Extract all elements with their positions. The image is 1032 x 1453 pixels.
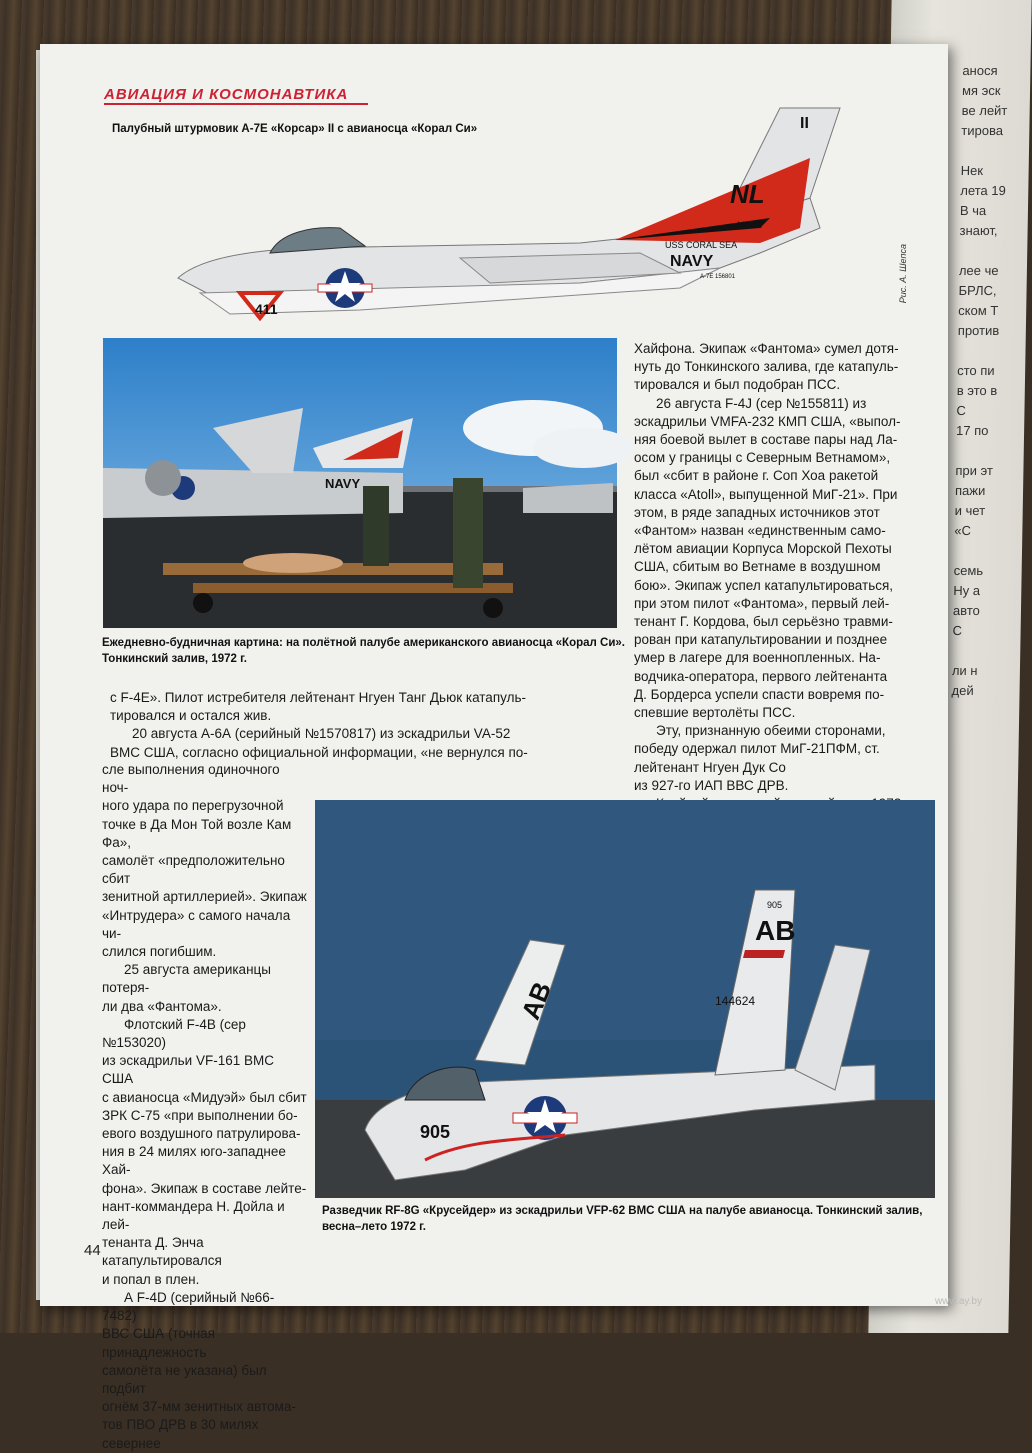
text-line: умер в лагере для военнопленных. На- [634,650,881,666]
facing-page-line: С [956,403,966,418]
facing-page-line: С [952,623,963,638]
photo1-caption-line2: Тонкинский залив, 1972 г. [102,653,247,665]
text-line: огнём 37-мм зенитных автома- [102,1399,296,1415]
text-line: 26 августа F-4J (сер №155811) из [656,395,867,411]
right-column-text [634,340,934,868]
text-line: ного удара по перегрузочной [102,798,284,814]
text-line: точке в Да Мон Той возле Кам Фа», [102,816,292,850]
facing-page-line: сто пи [957,363,995,378]
left-top-text [110,689,540,762]
text-line: при этом пилот «Фантома», первый лей- [634,595,890,611]
text-line: тировался и остался жив. [110,708,272,724]
facing-page-line: ли н [951,663,978,678]
facing-page-line: БРЛС, [958,283,997,298]
text-line: был «сбит в районе г. Соп Хоа ракетой [634,468,879,484]
text-line: эскадрильи VMFA-232 КМП США, «выпол- [634,413,901,429]
tail-number: II [800,115,809,132]
modex-label: 411 [255,301,278,317]
text-line: этом, в ряде западных источников этот [634,504,880,520]
facing-page-line: лета 19 [960,183,1006,198]
text-line: 25 августа американцы потеря- [102,962,271,996]
svg-text:NAVY: NAVY [325,476,361,491]
facing-page-line: мя эск [961,83,1001,98]
text-line: няя боевой вылет в составе пары над Ла- [634,432,898,448]
text-line: с авианосца «Мидуэй» был сбит [102,1089,307,1105]
text-line: класса «Atoll», выпущенной МиГ-21». При [634,486,898,502]
facing-page-line: в это в [956,383,998,398]
photo2-tail-code: AB [755,915,796,946]
text-line: ВМС США, согласно официальной информации, «не вернулся по- [110,744,528,760]
facing-page-line: тирова [961,123,1004,138]
navy-label: NAVY [670,253,714,270]
text-line: спевшие вертолёты ПСС. [634,705,796,721]
text-line: победу одержал пилот МиГ-21ПФМ, ст. лейтенант Нгуен Дук Со [634,741,880,775]
facing-page-line: дей [951,683,974,698]
text-line: из 927-го ИАП ВВС ДРВ. [634,777,789,793]
facing-page-line: семь [953,563,984,578]
text-line: фона». Экипаж в составе лейте- [102,1180,307,1196]
text-line: сле выполнения одиночного ноч- [102,762,280,796]
text-line: Флотский F-4B (сер №153020) [102,1016,246,1051]
facing-page-line: пажи [954,483,986,498]
text-line: «Интрудера» с самого начала чи- [102,907,291,941]
text-line: США, сбитым во Ветнаме в воздушном [634,559,881,575]
watermark: www.ay.by [934,1296,982,1307]
text-line: ния в 24 милях юго-западнее Хай- [102,1144,286,1178]
facing-page-line: лее че [958,263,999,278]
text-line: самолёт «предположительно сбит [102,853,285,887]
facing-page-line: анося [962,63,998,78]
magazine-page [40,44,948,1451]
text-line: Д. Бордерса успели спасти вовремя по- [634,686,885,702]
photo2-modex: 905 [420,1122,451,1142]
ship-label: USS CORAL SEA [665,240,738,250]
photo1-caption-line1: Ежедневно-будничная картина: на полётной палубе американского авианосца «Корал Си». [102,637,625,649]
text-line: тенанта Д. Энча катапультировался [102,1235,222,1269]
text-line: осом у границы с Северным Ветнамом», [634,450,891,466]
text-line: из эскадрильи VF-161 ВМС США [102,1053,274,1087]
text-line: тов ПВО ДРВ в 30 милях севернее [102,1417,259,1451]
facing-page-line: Нек [960,163,984,178]
text-line: 20 августа А-6А (серийный №1570817) из эскадрильи VA-52 [132,726,511,742]
text-line: тировался и был подобран ПСС. [634,377,841,393]
left-column-text [102,761,307,1453]
page-number: 44 [84,1242,101,1259]
text-line: рован при катапультировании и позднее [634,632,888,648]
facing-page-line: Ну а [953,583,981,598]
illustration-credit: Рис. А. Шепса [898,244,908,304]
text-line: евого воздушного патрулирова- [102,1126,301,1142]
text-line: и попал в плен. [102,1271,200,1287]
facing-page-line: В ча [959,203,987,218]
text-line: лётом авиации Корпуса Морской Пехоты [634,541,892,557]
facing-page-text [951,62,1022,702]
text-line: Эту, признанную обеими сторонами, [656,723,886,739]
bureau-label: A-7E 156801 [700,274,736,280]
text-line: слился погибшим. [102,944,217,960]
facing-page-line: знают, [959,223,998,238]
photo2-number: 144624 [715,994,756,1008]
text-line: самолёта не указана) был подбит [102,1362,267,1396]
text-line: ли два «Фантома». [102,998,222,1014]
rf8g-photo [315,800,935,1198]
text-line: ВВС США (точная принадлежность [102,1326,215,1360]
photo2-tail-small: 905 [767,900,783,910]
facing-page-line: против [957,323,1000,338]
text-line: нуть до Тонкинского залива, где катапуль- [634,359,899,375]
facing-page-line: «С [954,523,972,538]
facing-page-line: ве лейт [961,103,1008,118]
text-line: с F-4E». Пилот истребителя лейтенант Нгуен Танг Дьюк катапуль- [110,690,526,705]
illustration-caption: Палубный штурмовик A-7E «Корсар» II с авианосца «Корал Си» [112,123,478,135]
facing-page-line: и чет [954,503,986,518]
facing-page-line: авто [952,603,980,618]
text-line: бою». Экипаж успел катапультироваться, [634,577,894,593]
text-line: «Фантом» назван «единственным само- [634,523,886,539]
text-line: ЗРК С-75 «при выполнении бо- [102,1107,298,1123]
squadron-label: VA-94 [738,220,763,230]
text-line: Хайфона. Экипаж «Фантома» сумел дотя- [634,341,899,356]
text-line: водчика-оператора, первого лейтенанта [634,668,888,684]
photo2-caption-line2: весна–лето 1972 г. [322,1221,427,1233]
a7e-illustration [160,78,860,338]
photo2-caption-line1: Разведчик RF-8G «Крусейдер» из эскадрильи VFP-62 ВМС США на палубе авианосца. Тонкинский залив, [322,1205,923,1217]
tail-code-nl: NL [730,179,765,209]
carrier-deck-photo [103,338,617,628]
section-header: АВИАЦИЯ И КОСМОНАВТИКА [104,86,349,103]
facing-page-line: 17 по [955,423,989,438]
facing-page-line: ском Т [958,303,999,318]
text-line: нант-коммандера Н. Дойла и лей- [102,1198,285,1233]
text-line: А F-4D (серийный №66-7482) [102,1289,275,1324]
text-line: тенант Г. Кордова, был серьёзно травми- [634,614,893,630]
photo2-wing-code: AB [515,977,558,1024]
text-line: зенитной артиллерией». Экипаж [102,889,307,905]
facing-page-line: при эт [955,463,994,478]
